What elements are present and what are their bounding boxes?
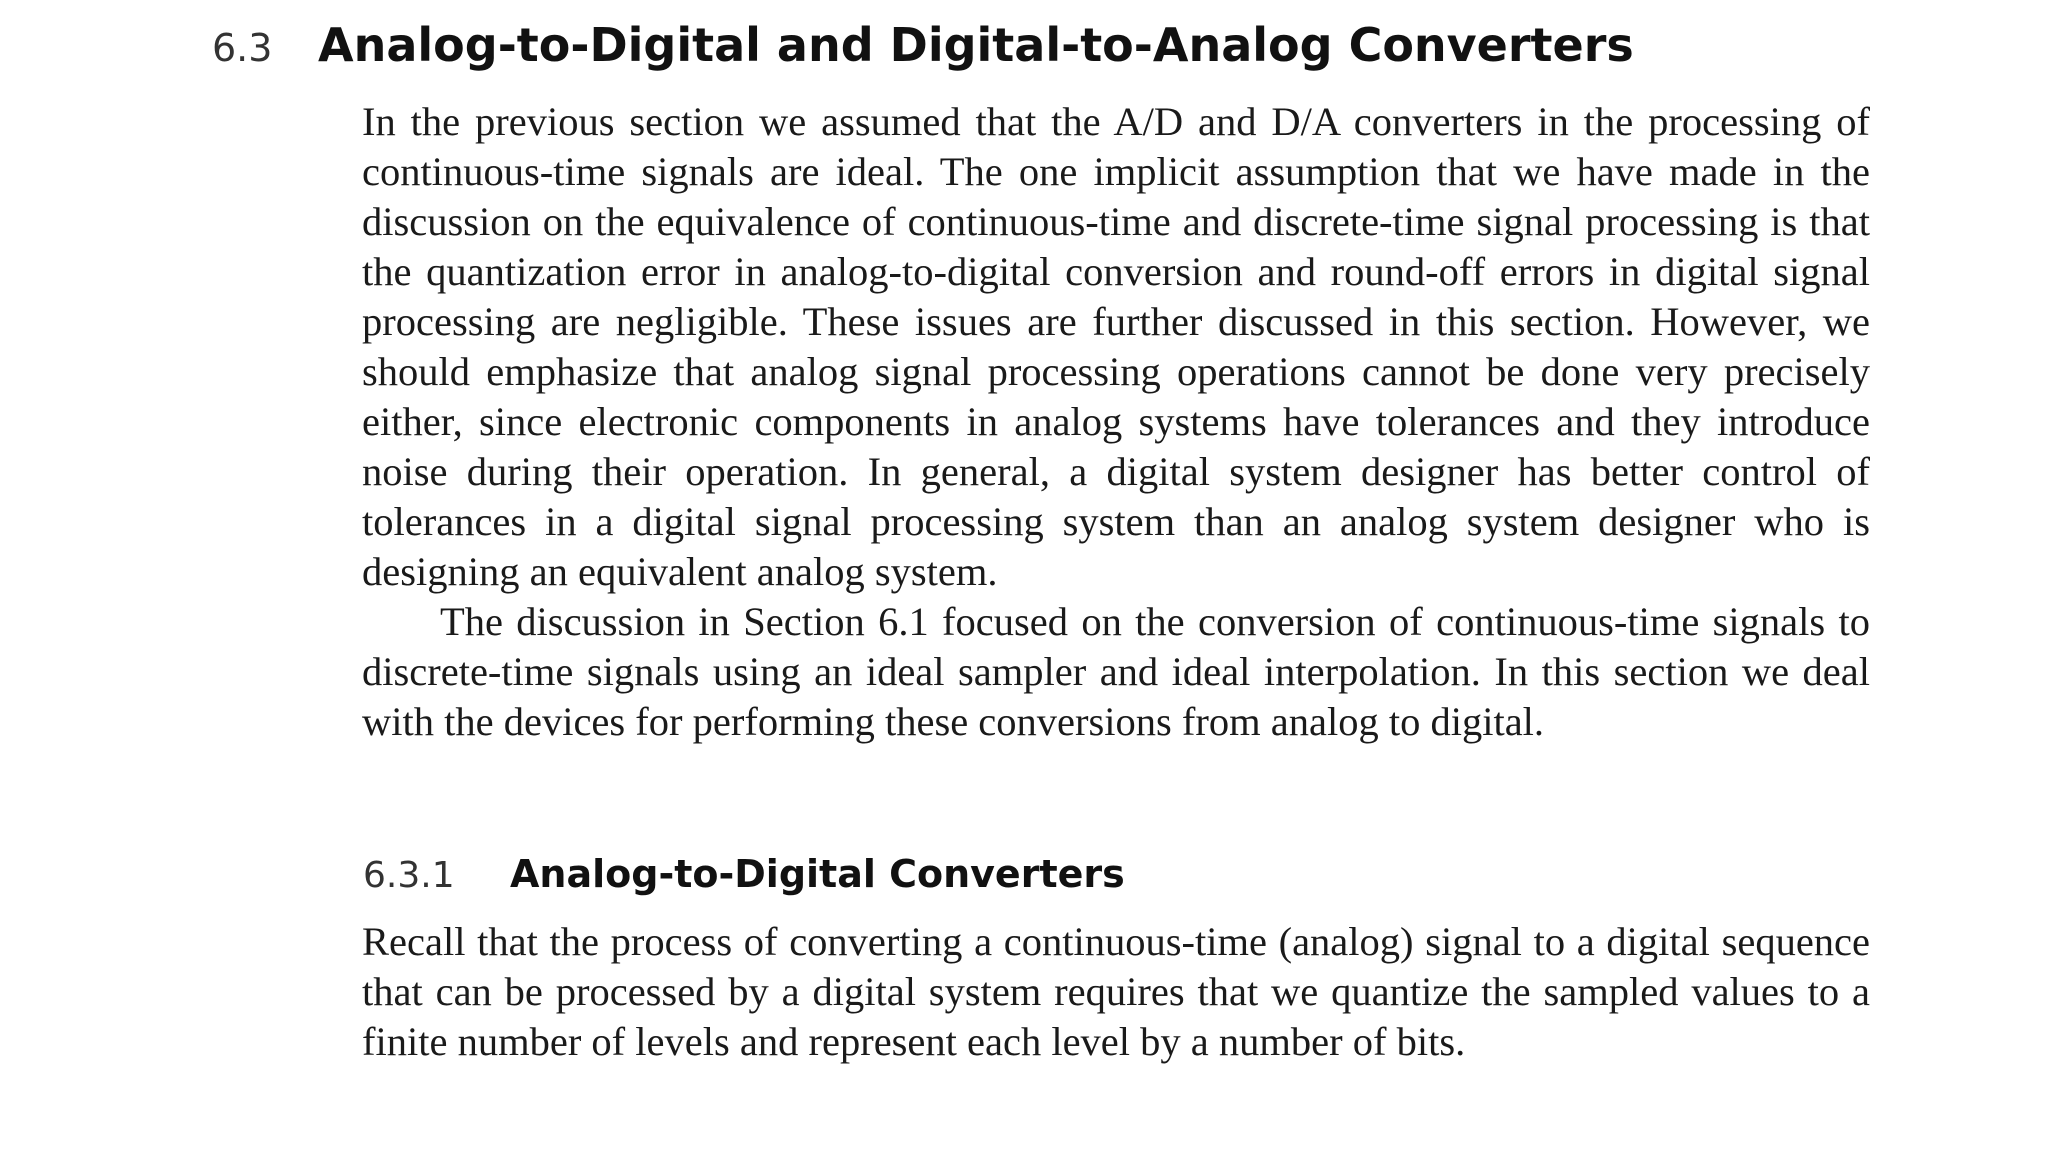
subsection-title: Analog-to-Digital Converters (510, 852, 1125, 896)
section-title: Analog-to-Digital and Digital-to-Analog Converters (318, 18, 1634, 72)
section-heading (212, 18, 1634, 72)
subsection-heading (363, 852, 1125, 896)
body-paragraph: The discussion in Section 6.1 focused on the conversion of continuous-time signals to discrete-time signals using an ideal sampler and ideal interpolation. In this section we deal with the devices for performing these conversions from analog to digital. (362, 599, 1870, 744)
body-paragraph: Recall that the process of converting a continuous-time (analog) signal to a digital sequence that can be processed by a digital system requires that we quantize the sampled values to a finite number of levels and represent each level by a number of bits. (362, 919, 1870, 1064)
section-number: 6.3 (212, 26, 273, 70)
body-paragraph: In the previous section we assumed that the A/D and D/A converters in the processing of continuous-time signals are ideal. The one implicit assumption that we have made in the discussion on the equivalence of continuous-time and discrete-time signal processing is that the quantization error in analog-to-digital conversion and round-off errors in digital signal processing are negligible. These issues are further discussed in this section. However, we should emphasize that analog signal processing operations cannot be done very precisely either, since electronic components in analog systems have tolerances and they introduce noise during their operation. In general, a digital system designer has better control of tolerances in a digital signal processing system than an analog system designer who is designing an equivalent analog system. (362, 99, 1870, 594)
subsection-number: 6.3.1 (363, 855, 455, 896)
